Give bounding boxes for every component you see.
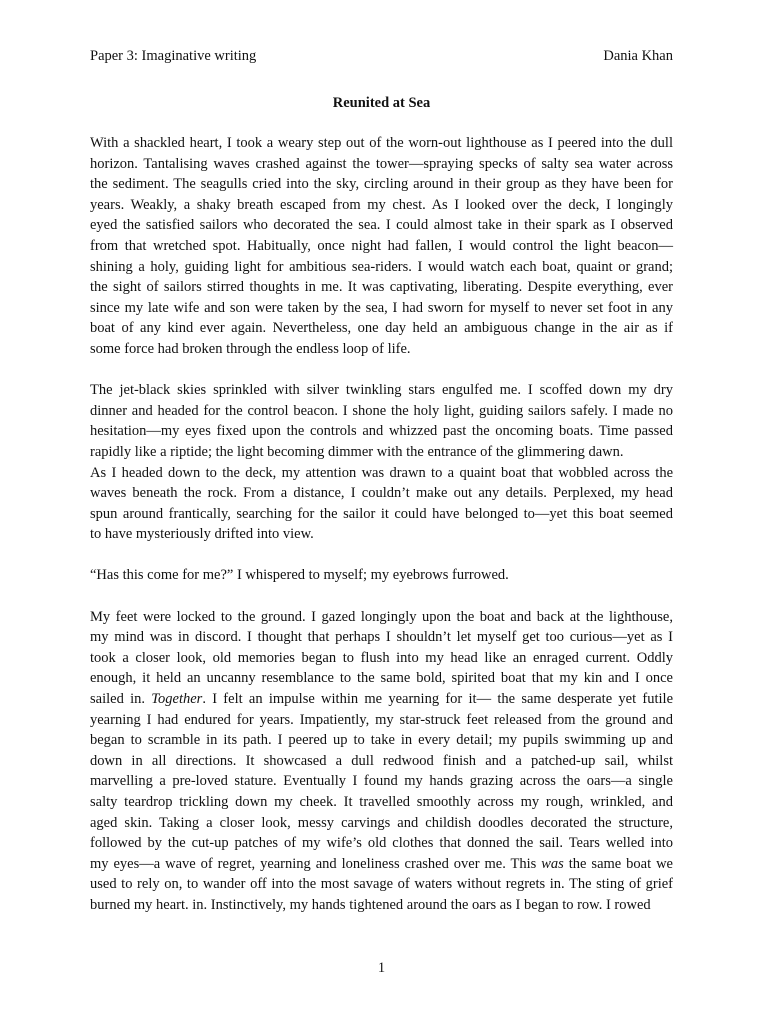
italic-text: Together [151,691,203,708]
text-segment: As I headed down to the deck, my attention was drawn to a quaint boat that wobbled across the [90,464,673,481]
text-segment: eyed the satisfied sailors who decorated the sea. I could almost take in their spark as I observed [90,217,673,234]
text-line [90,442,673,463]
text-line [90,154,673,175]
text-line [90,483,673,504]
header-author-name: Dania Khan [603,48,673,64]
text-segment: The jet-black skies sprinkled with silver twinkling stars engulfed me. I scoffed down my dry [90,382,673,399]
text-line [90,607,673,628]
page-header [90,47,673,65]
text-line [90,730,673,751]
text-segment: marvelling a pre-loved stature. Eventually I found my hands grazing across the oars—a single [90,773,673,790]
text-segment: waves beneath the rock. From a distance, I couldn’t make out any details. Perplexed, my head [90,485,673,502]
paragraph [90,607,673,916]
paragraph [90,133,673,360]
text-segment: my eyes—a wave of regret, yearning and loneliness crashed over me. This [90,855,542,872]
text-line [90,813,673,834]
text-line [90,277,673,298]
text-line [90,504,673,525]
text-segment: salty teardrop trickling down my cheek. It travelled smoothly across my rough, wrinkled, and [90,794,673,810]
text-segment: With a shackled heart, I took a weary step out of the worn-out lighthouse as I peered into the dull [90,135,673,151]
text-line [90,174,673,195]
text-line [90,133,673,154]
text-line [90,380,673,401]
text-segment: hesitation—my eyes fixed upon the controls and whizzed past the oncoming boats. Time passed [90,423,673,440]
text-segment: the same boat we [563,855,673,872]
page-number: 1 [377,960,386,976]
text-line [90,668,673,689]
text-segment: enough, it held an uncanny resemblance to the same bold, spirited boat that my kin and I once [90,670,673,687]
text-segment: aged skin. Taking a closer look, messy carvings and childish doodles decorated the structure, [90,814,673,831]
italic-text: was [541,855,564,872]
text-line [90,854,673,875]
text-segment: horizon. Tantalising waves crashed against the tower—spraying specks of salty sea water across [90,155,673,172]
text-segment: . I felt an impulse within me yearning for it— the same desperate yet futile [202,691,674,708]
story-title: Reunited at Sea [332,95,431,111]
text-line [90,751,673,772]
text-line [90,524,673,545]
text-line [90,195,673,216]
text-line [90,627,673,648]
paragraph [90,463,673,545]
header-paper-title: Paper 3: Imaginative writing [90,48,257,64]
text-line [90,236,673,257]
text-line [90,565,673,586]
text-segment: rapidly like a riptide; the light becoming dimmer with the entrance of the glimmering dawn. [90,443,624,460]
text-segment: took a closer look, old memories began to flush into my head like an enraged current. Oddly [90,649,673,666]
text-segment: dinner and headed for the control beacon. I shone the holy light, guiding sailors safely. I made no [90,402,673,419]
text-segment: years. Weakly, a shaky breath escaped from my chest. As I looked over the deck, I longingly [90,196,673,213]
text-line [90,339,673,360]
text-segment: spun around frantically, searching for the sailor it could have belonged to—yet this boat seemed [90,505,673,522]
text-segment: yearning I had endured for years. Impatiently, my star-struck feet released from the ground and [90,711,673,728]
text-segment: began to scramble in its path. I peered up to take in every detail; my pupils swimming up and [90,732,673,749]
text-segment: burned my heart. in. Instinctively, my hands tightened around the oars as I began to row. I rowed [90,896,651,913]
text-line [90,689,673,710]
paragraph [90,565,673,586]
story-body [90,133,673,936]
text-line [90,895,673,916]
text-segment: shining a holy, guiding light for ambitious sea-riders. I would watch each boat, quaint or grand; [90,258,673,275]
text-segment: the sediment. The seagulls cried into the sky, circling around in their group as they have been for [90,176,673,193]
text-line [90,401,673,422]
text-line [90,298,673,319]
text-segment: My feet were locked to the ground. I gazed longingly upon the boat and back at the lighthouse, [90,608,673,625]
text-line [90,463,673,484]
text-line [90,215,673,236]
text-line [90,421,673,442]
text-segment: to have mysteriously drifted into view. [90,526,314,543]
text-line [90,771,673,792]
text-line [90,257,673,278]
text-segment: my mind was in discord. I thought that perhaps I shouldn’t let myself get too curious—yet as I [90,629,673,646]
text-line [90,792,673,813]
paragraph [90,380,673,462]
text-line [90,833,673,854]
text-line [90,710,673,731]
text-segment: followed by the cut-up patches of my wife’s old clothes that donned the sail. Tears welled into [90,835,673,852]
text-line [90,318,673,339]
text-segment: sailed in. [90,691,152,708]
text-segment: down in all directions. It showcased a dull redwood finish and a patched-up sail, whilst [90,752,673,769]
text-segment: used to rely on, to wander off into the most savage of waters without regrets in. The sting of grief [90,876,673,893]
text-segment: since my late wife and son were taken by the sea, I had sworn for myself to never set foot in any [90,299,673,316]
text-segment: the sight of sailors stirred thoughts in me. It was captivating, liberating. Despite everything, ever [90,279,673,296]
text-segment: boat of any kind ever again. Nevertheless, one day held an ambiguous change in the air as if [90,320,673,337]
text-line [90,874,673,895]
text-segment: “Has this come for me?” I whispered to myself; my eyebrows furrowed. [90,567,509,584]
document-page [90,0,673,1024]
text-line [90,648,673,669]
text-segment: some force had broken through the endless loop of life. [90,340,411,357]
text-segment: from that wretched spot. Habitually, once night had fallen, I would control the light beacon— [90,237,673,254]
